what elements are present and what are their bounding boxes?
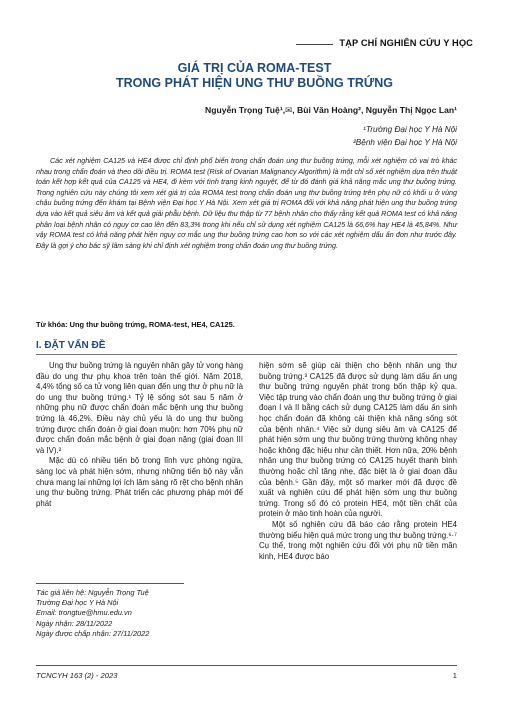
right-paragraph-2: Một số nghiên cứu đã báo cáo rằng protein HE4 thường biểu hiện quá mức trong ung thư buồng trứng.⁶·⁷ Cụ thể, trong một nghiên cứu đối với phụ nữ tiền mãn kinh, HE4 được báo — [259, 519, 457, 561]
correspondence-block — [36, 588, 243, 639]
journal-label: TẠP CHÍ NGHIÊN CỨU Y HỌC — [333, 38, 473, 48]
corr-received: Ngày nhận: 28/11/2022 — [36, 618, 113, 628]
corr-accepted: Ngày được chấp nhận: 27/11/2022 — [36, 628, 150, 638]
left-paragraph-2: Mặc dù có nhiều tiến bộ trong lĩnh vực phòng ngừa, sàng lọc và phát hiện sớm, nhưng những tiến bộ này vẫn chưa mang lại những lợi ích lâm sàng rõ rệt cho bệnh nhân ung thư buồng trứng. Phát triển các phương pháp mới để phát — [36, 456, 243, 508]
affiliation-2: ²Bệnh viện Đại học Y Hà Nội — [353, 138, 457, 147]
corr-email: Email: trongtue@hmu.edu.vn — [36, 608, 132, 618]
abstract — [36, 156, 457, 251]
keywords: Từ khóa: Ung thư buồng trứng, ROMA-test, HE4, CA125. — [36, 320, 235, 329]
right-column — [259, 361, 457, 562]
title-line-1: GIÁ TRỊ CỦA ROMA-TEST — [177, 61, 332, 75]
author-list: Nguyễn Trọng Tuệ¹,✉, Bùi Văn Hoàng², Nguyễn Thị Ngọc Lan¹ — [205, 105, 457, 115]
article-title — [36, 61, 473, 91]
corr-institution: Trường Đại học Y Hà Nội — [36, 598, 119, 608]
section-heading: I. ĐẶT VẤN ĐỀ — [36, 340, 106, 351]
page-number: 1 — [452, 671, 457, 680]
section-rule — [36, 354, 457, 355]
journal-issue: TCNCYH 163 (2) - 2023 — [36, 671, 118, 680]
affiliation-1: ¹Trường Đại học Y Hà Nội — [363, 125, 457, 134]
right-paragraph-1: hiện sớm sẽ giúp cải thiện cho bệnh nhân ung thư buồng trứng.³ CA125 đã được sử dụng làm dấu ấn ung thư buồng trứng nguyên phát trong bốn thập kỷ qua. Việc tập trung vào chẩn đoán ung thư buồng trứng ở giai đoạn I và II bằng cách sử dụng CA125 làm dấu ấn sinh học chẩn đoán đã không cải thiện khả năng sống sót của bệnh nhân.⁴ Việc sử dụng siêu âm và CA125 để phát hiện sớm ung thư buồng trứng thường không nhạy hoặc không đặc hiệu như cần thiết. Hơn nữa, 20% bệnh nhân ung thư buồng trứng có CA125 huyết thanh bình thường hoặc chỉ tăng nhẹ, đặc biệt là ở giai đoạn đầu của bệnh.⁵ Gần đây, một số marker mới đã được đề xuất và nghiên cứu để phát hiện sớm ung thư buồng trứng. Trong số đó có protein HE4, một tiền chất của protein ở mào tinh hoàn của người. — [259, 361, 457, 519]
abstract-text: Các xét nghiệm CA125 và HE4 được chỉ định phổ biến trong chẩn đoán ung thư buồng trứng, mỗi xét nghiệm có vai trò khác nhau trong chẩn đoán và theo dõi điều trị. ROMA test (Risk of Ovarian Malignancy Algorithm) là một chỉ số xét nghiệm dựa trên thuật toán kết hợp kết quả của CA125 và HE4, đi kèm với tình trạng kinh nguyệt, để từ đó đánh giá khả năng mắc ung thư buồng trứng. Trong nghiên cứu này chúng tôi xem xét giá trị của ROMA test trong chẩn đoán ung thư buồng trứng trên phụ nữ có khối u ở vùng chậu buồng trứng đến khám tại Bệnh viện Đại học Y Hà Nội. Xem xét giá trị ROMA đối với khả năng phát hiện ung thư buồng trứng dựa vào kết quả siêu âm và kết quả giải phẫu bệnh. Dữ liệu thu thập từ 77 bệnh nhân cho thấy rằng kết quả ROMA test có khả năng phân loại bệnh nhân có nguy cơ cao lên đến 83,3% trong khi nếu chỉ sử dụng xét nghiệm CA125 là 66,6% hay HE4 là 45,84%. Như vậy ROMA test có khả năng phát hiện nguy cơ mắc ung thư buồng trứng cao hơn so với các xét nghiệm dấu ấn đơn như trước đây. Đây là gợi ý cho bác sỹ lâm sàng khi chỉ định xét nghiệm trong chẩn đoán ung thư buồng trứng. — [36, 157, 457, 250]
title-line-2: TRONG PHÁT HIỆN UNG THƯ BUỒNG TRỨNG — [116, 76, 393, 90]
left-paragraph-1: Ung thư buồng trứng là nguyên nhân gây tử vong hàng đầu do ung thư phụ khoa trên toàn thế giới. Năm 2018, 4,4% tổng số ca tử vong liên quan đến ung thư ở phụ nữ là do ung thư buồng trứng.¹ Tỷ lệ sống sót sau 5 năm ở những phụ nữ được chẩn đoán mắc bệnh ung thư buồng trứng là 46,2%. Điều này chủ yếu là do ung thư buồng trứng được chẩn đoán ở giai đoạn muộn: hơn 70% phụ nữ được chẩn đoán mắc bệnh ở giai đoạn nặng (giai đoạn III và IV).² — [36, 361, 243, 455]
footer-rule — [36, 665, 457, 666]
corr-author: Tác giả liên hệ: Nguyễn Trọng Tuệ — [36, 588, 149, 597]
left-column — [36, 361, 243, 509]
journal-header — [296, 38, 473, 51]
correspondence-rule — [36, 583, 184, 584]
